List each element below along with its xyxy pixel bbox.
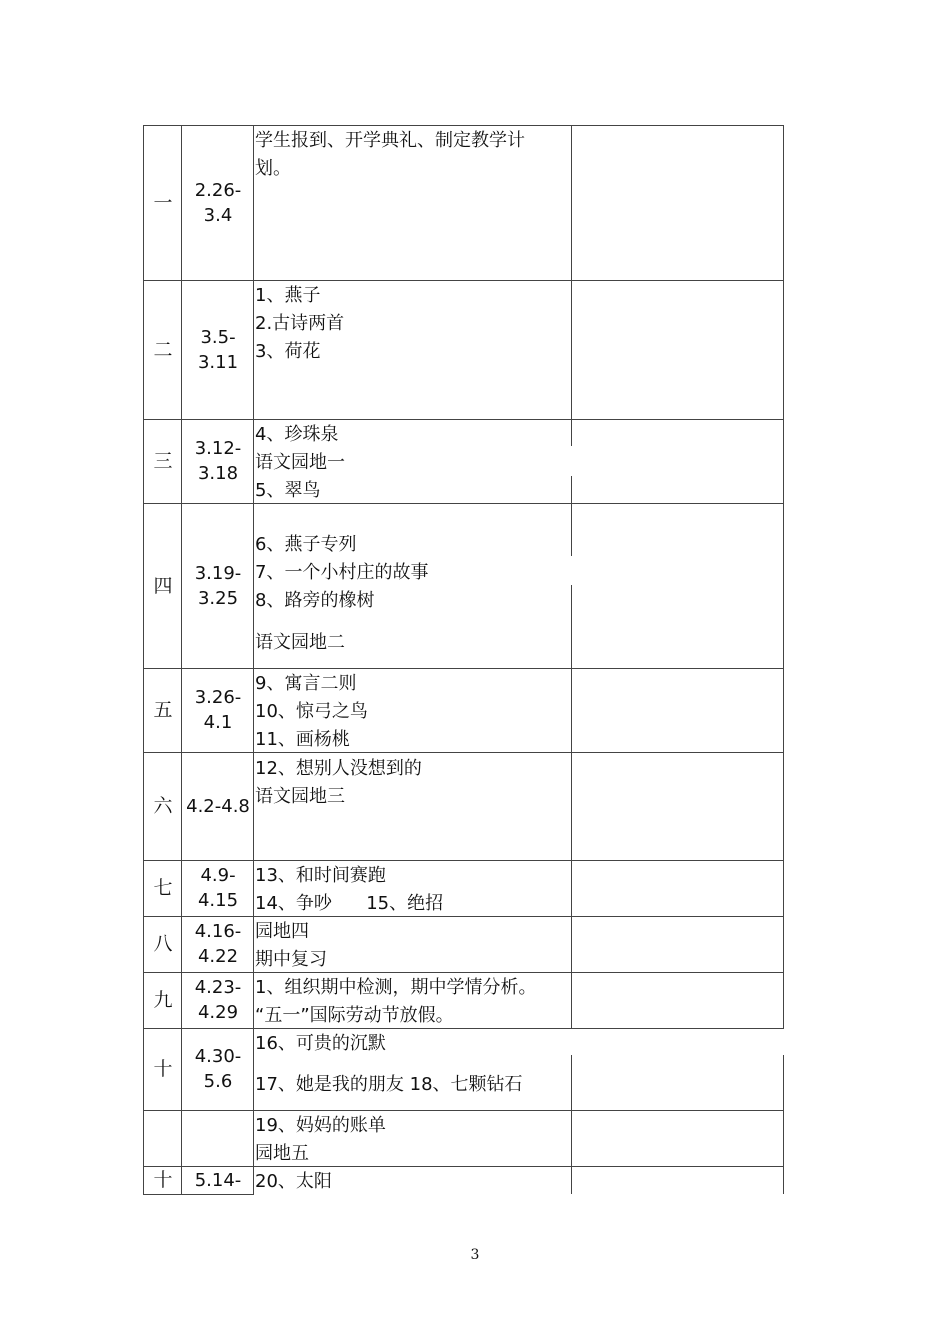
lesson-text: 19、妈妈的账单 xyxy=(255,1115,386,1136)
table-rule xyxy=(571,585,572,1028)
lesson-text: 3、荷花 xyxy=(255,341,321,362)
lesson-text: 9、寓言二则 xyxy=(255,673,357,694)
lesson-text: 语文园地二 xyxy=(255,632,345,653)
date-cell: 4.16- xyxy=(194,921,242,942)
lesson-text: 4、珍珠泉 xyxy=(255,424,339,445)
date-cell: 5.14- xyxy=(194,1170,242,1191)
lesson-text: 1、组织期中检测，期中学情分析。 xyxy=(255,977,537,998)
date-cell: 4.30- xyxy=(194,1046,242,1067)
lesson-text: 14、争吵 15、绝招 xyxy=(255,893,444,914)
week-cell: 九 xyxy=(153,989,173,1011)
date-cell: 3.18 xyxy=(197,463,239,484)
week-cell: 五 xyxy=(153,699,173,721)
table-rule xyxy=(571,125,572,446)
table-rule xyxy=(143,503,784,504)
lesson-text: 5、翠鸟 xyxy=(255,480,321,501)
lesson-text: “五一”国际劳动节放假。 xyxy=(255,1005,454,1026)
page-number: 3 xyxy=(470,1247,480,1263)
date-cell: 3.5- xyxy=(200,326,236,348)
lesson-text: 1、燕子 xyxy=(255,285,321,306)
table-rule xyxy=(143,1028,784,1029)
date-cell: 4.29 xyxy=(197,1002,239,1023)
lesson-text: 划。 xyxy=(255,158,291,179)
week-cell: 八 xyxy=(153,933,173,955)
table-rule xyxy=(181,125,182,1194)
lesson-text: 园地四 xyxy=(255,921,309,942)
table-rule xyxy=(253,125,254,1194)
table-rule xyxy=(143,1110,784,1111)
table-rule xyxy=(143,280,784,281)
date-cell: 4.23- xyxy=(194,977,242,998)
week-cell: 三 xyxy=(153,450,173,472)
lesson-text: 2.古诗两首 xyxy=(255,313,345,334)
lesson-text: 学生报到、开学典礼、制定教学计 xyxy=(255,130,525,151)
table-rule xyxy=(143,125,144,1194)
table-rule xyxy=(143,668,784,669)
table-rule xyxy=(143,1166,784,1167)
table-rule xyxy=(571,1055,572,1194)
table-rule xyxy=(571,476,572,556)
table-rule xyxy=(783,125,784,1028)
week-cell: 四 xyxy=(153,574,173,597)
lesson-text: 园地五 xyxy=(255,1143,309,1164)
table-rule xyxy=(143,916,784,917)
lesson-text: 8、路旁的橡树 xyxy=(255,590,375,611)
date-cell: 3.4 xyxy=(203,204,233,226)
lesson-text: 12、想别人没想到的 xyxy=(255,758,422,779)
date-cell: 5.6 xyxy=(203,1071,233,1092)
week-cell: 十 xyxy=(153,1169,173,1191)
lesson-text: 7、一个小村庄的故事 xyxy=(255,562,429,583)
table-rule xyxy=(143,860,784,861)
date-cell: 4.22 xyxy=(197,946,239,967)
lesson-text: 17、她是我的朋友 18、七颗钻石 xyxy=(255,1074,523,1095)
date-cell: 3.19- xyxy=(194,562,242,584)
lesson-text: 10、惊弓之鸟 xyxy=(255,701,368,722)
week-cell: 二 xyxy=(153,338,173,361)
lesson-text: 13、和时间赛跑 xyxy=(255,865,386,886)
lesson-text: 20、太阳 xyxy=(255,1171,332,1192)
lesson-text: 语文园地一 xyxy=(255,452,345,473)
date-cell: 4.2-4.8 xyxy=(186,795,250,817)
table-rule xyxy=(143,972,784,973)
table-rule xyxy=(143,1194,254,1195)
lesson-text: 16、可贵的沉默 xyxy=(255,1033,386,1054)
date-cell: 2.26- xyxy=(194,179,242,201)
date-cell: 4.1 xyxy=(203,712,233,733)
week-cell: 十 xyxy=(153,1058,173,1080)
lesson-text: 期中复习 xyxy=(255,949,327,970)
table-rule xyxy=(783,1055,784,1194)
table-rule xyxy=(143,752,784,753)
week-cell: 六 xyxy=(153,795,173,817)
date-cell: 3.25 xyxy=(197,587,239,609)
date-cell: 4.9- xyxy=(200,865,236,886)
lesson-text: 语文园地三 xyxy=(255,786,345,807)
lesson-text: 11、画杨桃 xyxy=(255,729,350,750)
table-rule xyxy=(143,125,784,126)
week-cell: 七 xyxy=(153,877,173,899)
week-cell: 一 xyxy=(153,191,173,214)
date-cell: 3.26- xyxy=(194,687,242,708)
date-cell: 3.11 xyxy=(197,351,239,373)
date-cell: 3.12- xyxy=(194,438,242,459)
table-rule xyxy=(143,419,784,420)
lesson-text: 6、燕子专列 xyxy=(255,534,357,555)
date-cell: 4.15 xyxy=(197,890,239,911)
